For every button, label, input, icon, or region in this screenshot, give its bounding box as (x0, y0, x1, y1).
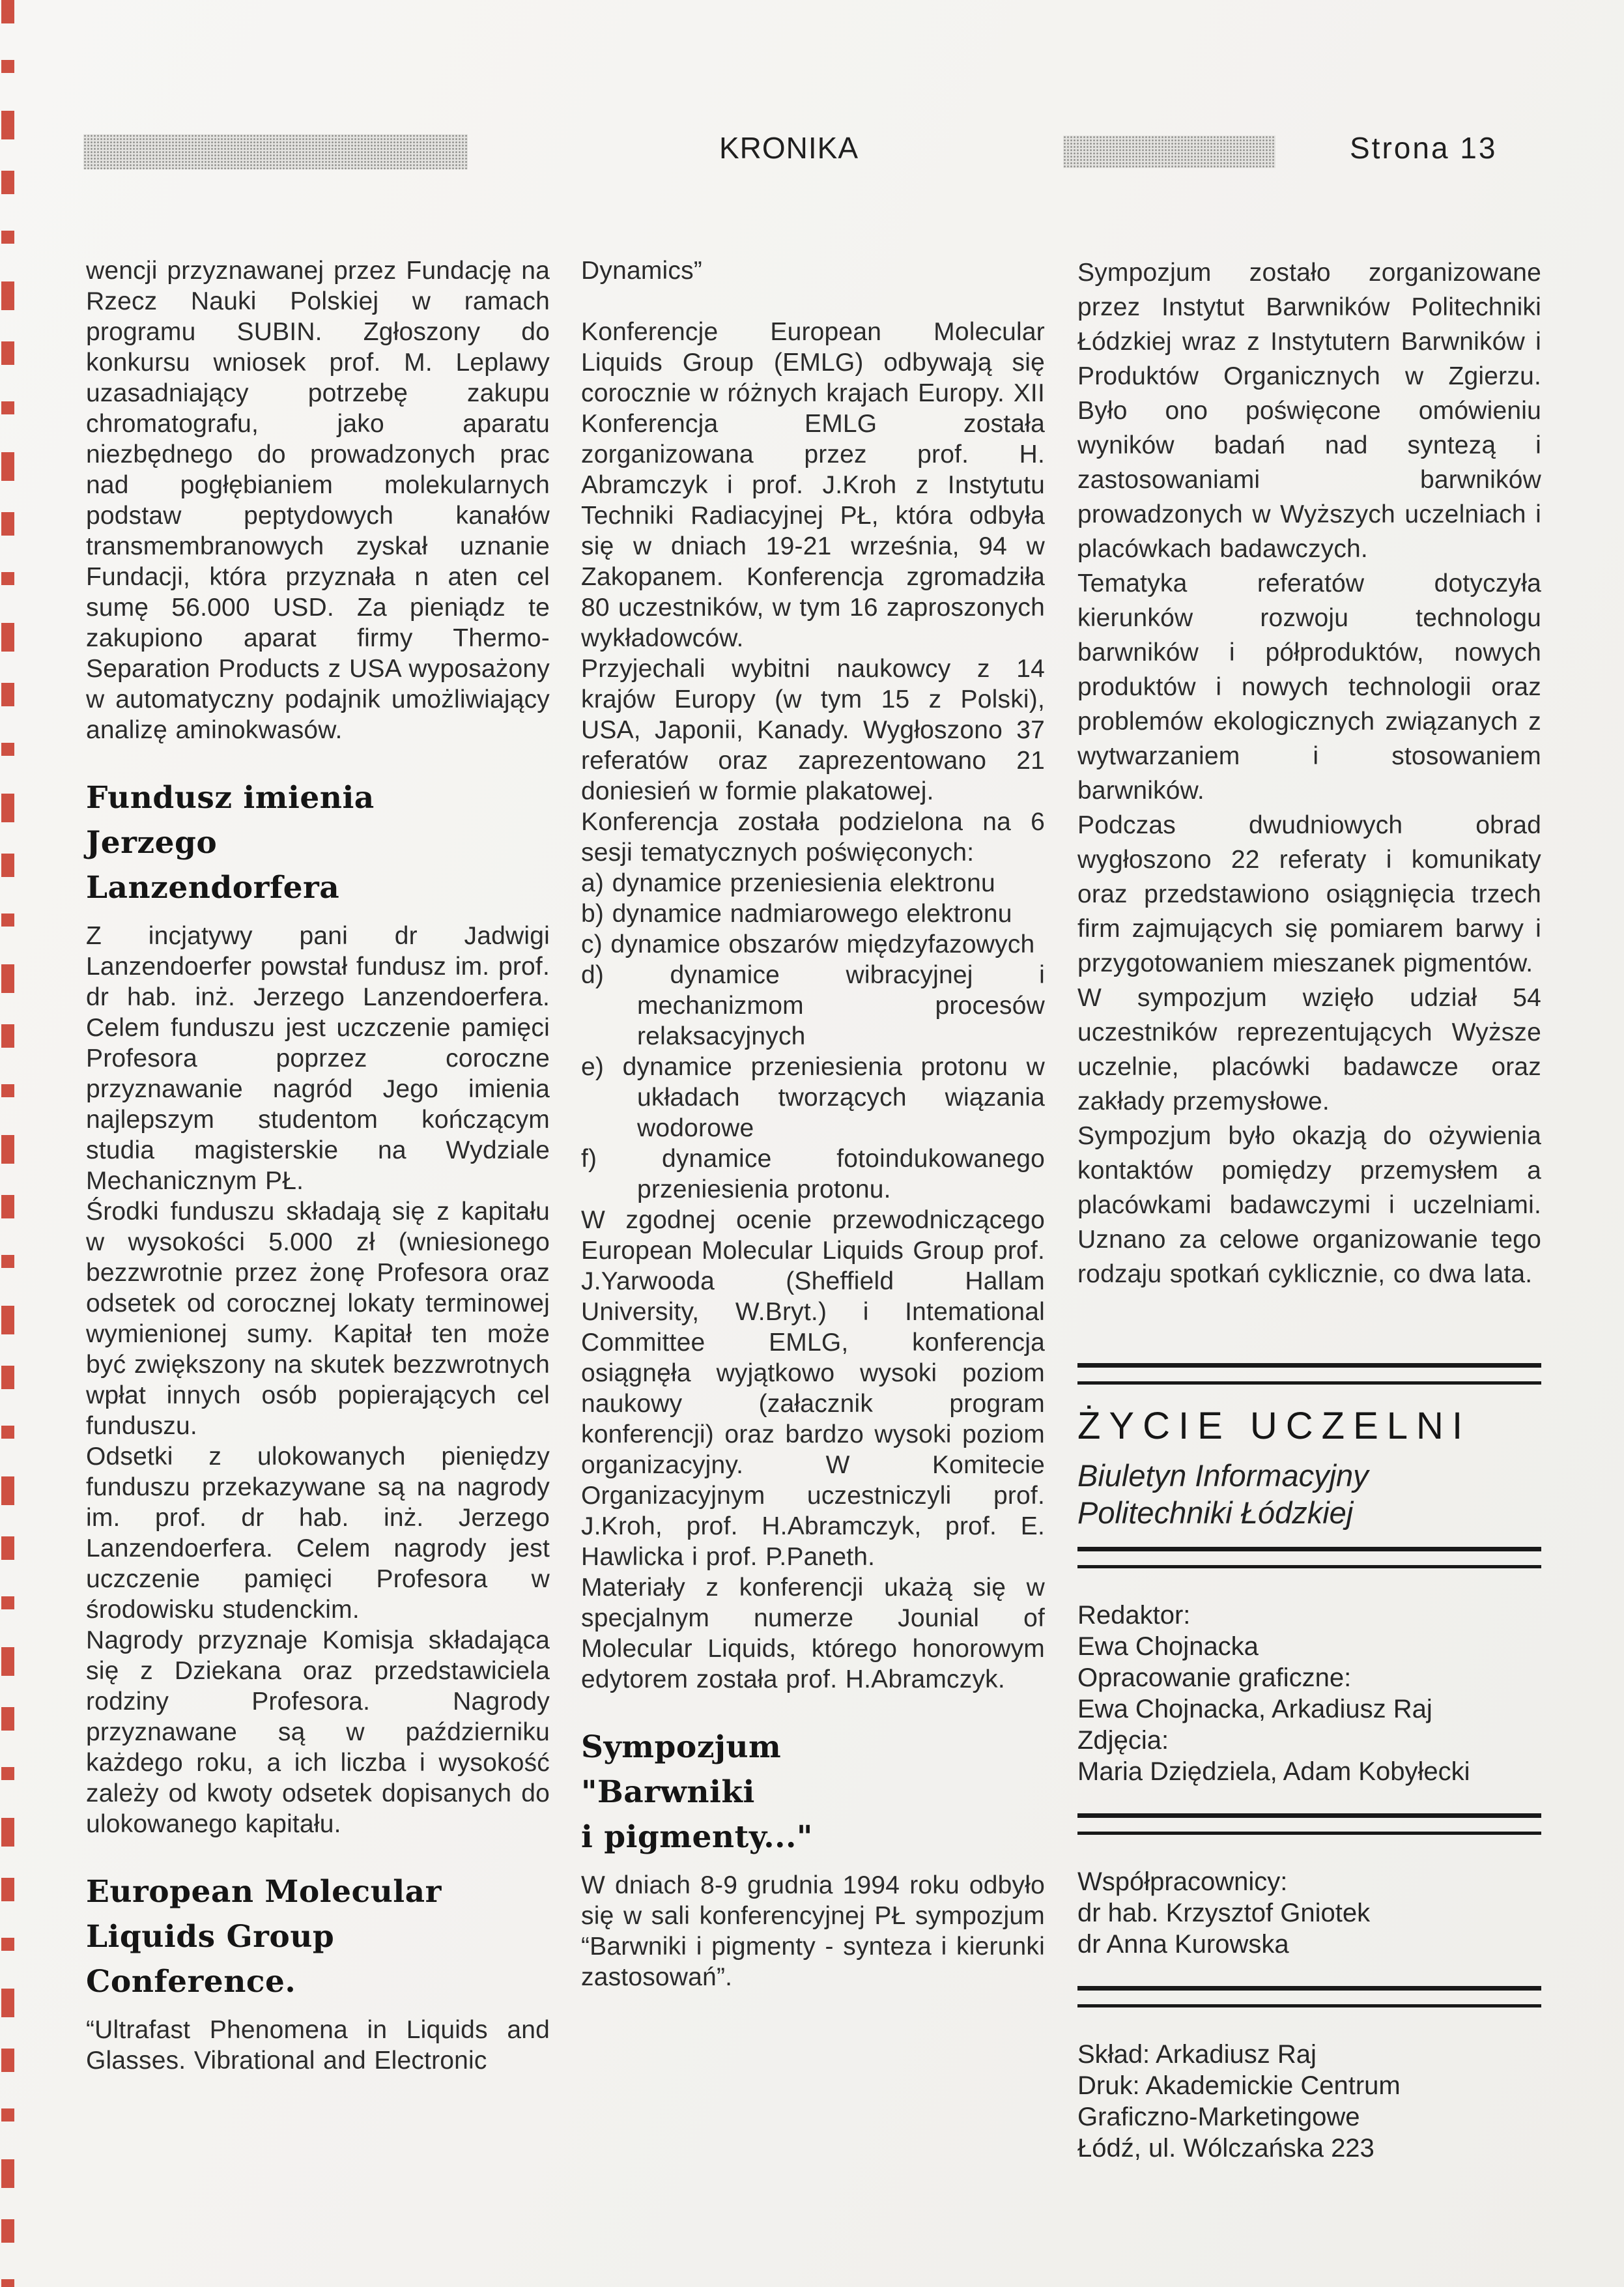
collaborator-line: dr Anna Kurowska (1077, 1930, 1289, 1959)
list-item: e) dynamice przeniesienia protonu w układach tworzących wiązania wodorowe (581, 1053, 1045, 1142)
paragraph: Odsetki z ulokowanych pieniędzy funduszu przekazywane są na nagrody im. prof. dr hab. inż. Jerzego Lanzendoerfera. Celem nagrody jest uczczenie pamięci Profesora w środowisku studenckim. (86, 1443, 550, 1624)
paragraph: Podczas dwudniowych obrad wygłoszono 22 referaty i komunikaty oraz przedstawiono osiągnięcia trzech firm zajmujących się pomiarem barwy i przygotowaniem mieszanek pigmentów. (1077, 811, 1541, 977)
imprint-block (1077, 2039, 1541, 2164)
heading-line: i pigmenty..." (581, 1819, 813, 1855)
page-number: Strona 13 (1350, 131, 1498, 165)
header-halftone-bar-right (1063, 136, 1275, 168)
credit-line: Opracowanie graficzne: (1077, 1663, 1352, 1692)
list-item: d) dynamice wibracyjnej i mechanizmom procesów relaksacyjnych (581, 961, 1045, 1050)
heading-line: Fundusz imienia (86, 780, 375, 816)
paragraph: Przyjechali wybitni naukowcy z 14 krajów Europy (w tym 15 z Polski), USA, Japonii, Kanady. Wygłoszono 37 referatów oraz zaprezentowano 21 doniesień w formie plakatowej. (581, 655, 1045, 805)
masthead-box (1077, 1363, 1541, 1568)
column-1 (86, 255, 550, 2076)
collaborators-block (1077, 1866, 1541, 1960)
section-heading-fundusz (86, 775, 550, 910)
column-3 (1077, 255, 1541, 2164)
heading-line: Lanzendorfera (86, 870, 340, 906)
credit-line: Maria Dziędziela, Adam Kobyłecki (1077, 1757, 1470, 1786)
paragraph: W sympozjum wzięło udział 54 uczestników reprezentujących Wyższe uczelnie, placówki badawcze oraz zakłady przemysłowe. (1077, 984, 1541, 1115)
header-halftone-bar-left (83, 134, 468, 169)
credit-line: Redaktor: (1077, 1601, 1191, 1630)
heading-line: European Molecular (86, 1874, 442, 1910)
double-rule-top (1077, 1363, 1541, 1385)
heading-line: Liquids Group (86, 1919, 335, 1955)
double-rule-divider (1077, 1813, 1541, 1835)
paragraph: Konferencja została podzielona na 6 sesji tematycznych poświęconych: (581, 808, 1045, 867)
column-2 (581, 255, 1045, 1992)
credit-line: Ewa Chojnacka (1077, 1632, 1259, 1661)
paragraph: Materiały z konferencji ukażą się w specjalnym numerze Jounial of Molecular Liquids, którego honorowym edytorem została prof. H.Abramczyk. (581, 1574, 1045, 1693)
paragraph: W zgodnej ocenie przewodniczącego European Molecular Liquids Group prof. J.Yarwooda (Sheffield Hallam University, W.Bryt.) i Intemational Committee EMLG, konferencja osiągnęła wyjątkowo wysoki poziom naukowy (załacznik program konferencji) oraz bardzo wysoki poziom organizacyjny. W Komitecie Organizacyjnym uczestniczyli prof. J.Kroh, prof. H.Abramczyk, prof. E. Hawlicka i prof. P.Paneth. (581, 1206, 1045, 1571)
paragraph: Konferencje European Molecular Liquids Group (EMLG) odbywają się corocznie w różnych krajach Europy. XII Konferencja EMLG została zorganizowana przez prof. H. Abramczyk i prof. J.Kroh z Instytutu Techniki Radiacyjnej PŁ, która odbyła się w dniach 19-21 września, 94 w Zakopanem. Konferencja zgromadziła 80 uczestników, w tym 16 zaproszonych wykładowców. (581, 318, 1045, 652)
bulletin-subtitle-line: Biuletyn Informacyjny (1077, 1458, 1369, 1493)
list-item: c) dynamice obszarów międzyfazowych (581, 930, 1035, 958)
heading-line: Sympozjum (581, 1729, 782, 1765)
imprint-line: Łódź, ul. Wólczańska 223 (1077, 2134, 1375, 2163)
bulletin-subtitle-line: Politechniki Łódzkiej (1077, 1495, 1354, 1530)
paragraph: wencji przyznawanej przez Fundację na Rzecz Nauki Polskiej w ramach programu SUBIN. Zgłoszony do konkursu wniosek prof. M. Leplawy uzasadniający potrzebę zakupu chromatografu, jako aparatu niezbędnego do prowadzonych prac nad pogłębianiem molekularnych podstaw peptydowych kanałów transmembranowych zyskał uznanie Fundacji, która przyznała n aten cel sumę 56.000 USD. Za pieniądz te zakupiono aparat firmy Thermo-Separation Products z USA wyposażony w automatyczny podajnik umożliwiający analizę aminokwasów. (86, 257, 550, 744)
paragraph: Sympozjum zostało zorganizowane przez Instytut Barwników Politechniki Łódzkiej wraz z Instytutern Barwników i Produktów Organicznych w Zgierzu. Było ono poświęcone omówieniu wyników badań nad syntezą i zastosowaniami barwników prowadzonych w Wyższych uczelniach i placówkach badawczych. (1077, 259, 1541, 563)
list-item: b) dynamice nadmiarowego elektronu (581, 900, 1012, 928)
double-rule-divider (1077, 1986, 1541, 2007)
paragraph: Sympozjum było okazją do ożywienia kontaktów pomiędzy przemysłem a placówkami badawczymi i uczelniami. Uznano za celowe organizowanie tego rodzaju spotkań cyklicznie, co dwa lata. (1077, 1122, 1541, 1288)
heading-line: Conference. (86, 1964, 296, 2000)
credit-line: Zdjęcia: (1077, 1726, 1169, 1755)
credit-line: Ewa Chojnacka, Arkadiusz Raj (1077, 1695, 1432, 1723)
left-edge-registration-marks (1, 0, 14, 2287)
section-heading-emlg-conference (86, 1869, 550, 2004)
paragraph: Z incjatywy pani dr Jadwigi Lanzendoerfer powstał fundusz im. prof. dr hab. inż. Jerzego Lanzendoerfera. Celem funduszu jest uczczenie pamięci Profesora poprzez coroczne przyznawanie nagród Jego imienia najlepszym studentom kończącym studia magisterskie na Wydziale Mechanicznym PŁ. (86, 922, 550, 1195)
section-heading-sympozjum (581, 1725, 1045, 1860)
paragraph: Tematyka referatów dotyczyła kierunków rozwoju technologu barwników i półproduktów, nowych produktów i nowych technologii oraz problemów ekologicznych związanych z wytwarzaniem i stosowaniem barwników. (1077, 569, 1541, 805)
list-item: a) dynamice przeniesienia elektronu (581, 869, 995, 897)
list-item: f) dynamice fotoindukowanego przeniesienia protonu. (581, 1145, 1045, 1203)
paragraph: “Ultrafast Phenomena in Liquids and Glasses. Vibrational and Electronic (86, 2016, 550, 2075)
double-rule-bottom (1077, 1547, 1541, 1568)
collaborator-line: Współpracownicy: (1077, 1867, 1288, 1896)
imprint-line: Skład: Arkadiusz Raj (1077, 2040, 1317, 2069)
heading-line: Jerzego (86, 825, 218, 861)
paragraph-continuation: Dynamics” (581, 257, 702, 285)
credits-block (1077, 1600, 1541, 1787)
heading-line: "Barwniki (581, 1774, 755, 1810)
collaborator-line: dr hab. Krzysztof Gniotek (1077, 1899, 1371, 1927)
paragraph: Nagrody przyznaje Komisja składająca się z Dziekana oraz przedstawiciela rodziny Profesora. Nagrody przyznawane są w październiku każdego roku, a ich liczba i wysokość zależy od kwoty odsetek dopisanych do ulokowanego kapitału. (86, 1626, 550, 1838)
imprint-line: Graficzno-Marketingowe (1077, 2103, 1360, 2131)
section-title: KRONIKA (719, 131, 859, 165)
imprint-line: Druk: Akademickie Centrum (1077, 2071, 1401, 2100)
bulletin-title: ŻYCIE UCZELNI (1077, 1405, 1472, 1447)
paragraph: Środki funduszu składają się z kapitału w wysokości 5.000 zł (wniesionego bezzwrotnie przez żonę Profesora oraz odsetek od corocznej lokaty terminowej wymienionej sumy. Kapitał ten może być zwiększony na skutek bezzwrotnych wpłat innych osób popierających cel funduszu. (86, 1198, 550, 1440)
paragraph: W dniach 8-9 grudnia 1994 roku odbyło się w sali konferencyjnej PŁ sympozjum “Barwniki i pigmenty - synteza i kierunki zastosowań”. (581, 1871, 1045, 1991)
